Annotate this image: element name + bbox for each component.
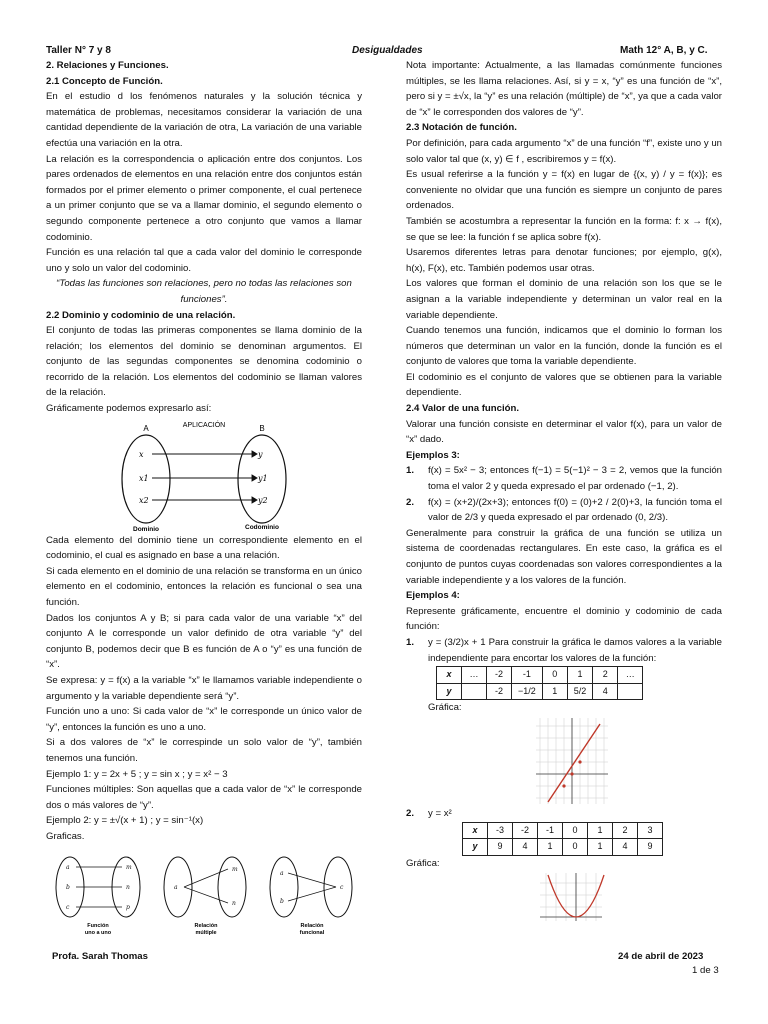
table-cell: -1 [512, 667, 543, 684]
mini-label: uno a uno [84, 929, 112, 936]
list-number: 2. [406, 496, 415, 508]
section-2-2-title: 2.2 Dominio y codominio de una relación. [46, 309, 236, 321]
table-row [437, 667, 643, 684]
mini-label: Función [87, 922, 109, 929]
table-cell: 4 [513, 839, 538, 856]
application-diagram [46, 417, 362, 533]
paragraph: También se acostumbra a representar la función en la forma: f: x → f(x), se que se lee: la función f se aplica sobre f(x). [406, 215, 722, 243]
mini-a-item: b [280, 897, 284, 905]
values-table-1 [436, 666, 643, 700]
table-cell: 4 [593, 683, 618, 700]
footer-date: 24 de abril de 2023 [618, 951, 704, 962]
paragraph: En el estudio d los fenómenos naturales y la solución técnica y matemática de problemas, necesitamos considerar la variación de una cantidad dependiente de la variación de otra, La variación de una variable efectúa una variación en la otra. [46, 91, 362, 149]
footer-page: 1 de 3 [692, 965, 719, 976]
table-cell: 2 [613, 822, 638, 839]
a-item: x1 [139, 473, 149, 483]
paragraph: Se expresa: y = f(x) a la variable “x” le llamamos variable independiente o argumento y la variable dependiente será “y”. [46, 675, 362, 702]
diagram-title: APLICACIÓN [182, 421, 226, 429]
paragraph: Función uno a uno: Si cada valor de “x” le corresponde un único valor de “y”, entonces la función es uno a uno. [46, 706, 362, 733]
table-cell: -2 [487, 667, 512, 684]
mini-b-item: n [232, 899, 236, 907]
parabola-graph [406, 871, 722, 923]
paragraph: Es usual referirse a la función y = f(x) en lugar de {(x, y) / y = f(x)}; es conveniente no olvidar que una función es siempre un conjunto de pares ordenados. [406, 169, 722, 212]
b-item: y1 [258, 473, 268, 483]
b-item: y [258, 449, 263, 459]
table-cell: 5/2 [567, 683, 593, 700]
grafica-label: Gráfica: [406, 857, 440, 869]
right-column [406, 58, 722, 923]
paragraph: Cuando tenemos una función, indicamos que el dominio lo forman los números que determinan un valor en la función, donde la función es el conjunto de valores que toma la variable dependiente. [406, 325, 722, 368]
table-cell: 0 [563, 822, 588, 839]
paragraph: Los valores que forman el dominio de una relación son los que se le asignan a la variable independiente y determinan un valor real en la variable dependiente. [406, 278, 722, 321]
paragraph: La relación es la correspondencia o aplicación entre dos conjuntos. Los pares ordenados de elementos en una relación entre dos conjuntos están formados por el primer elemento o primer componente, el cual pertenece a un primer conjunto que se va a llamar dominio, el segundo elemento o segundo componente pertenece a otro conjunto que vamos a llamar codominio. [46, 153, 362, 243]
paragraph: Gráficamente podemos expresarlo así: [46, 403, 212, 415]
table-cell: 4 [613, 839, 638, 856]
mini-label: Relación [194, 922, 218, 929]
section-2-3-title: 2.3 Notación de función. [406, 122, 517, 134]
table-cell: x [463, 822, 488, 839]
mini-a-item: a [280, 869, 284, 877]
table-cell: 2 [593, 667, 618, 684]
set-a-label: A [143, 423, 149, 433]
paragraph: Represente gráficamente, encuentre el dominio y codominio de cada función: [406, 605, 722, 633]
a-item: x2 [139, 495, 149, 505]
paragraph: Por definición, para cada argumento “x” de una función “f”, existe uno y un solo valor tal que (x, y) ∈ f , escribiremos y = f(x). [406, 137, 722, 165]
table-cell: 1 [567, 667, 593, 684]
mini-label: funcional [299, 929, 325, 936]
list-item [406, 635, 722, 666]
examples-3-title: Ejemplos 3: [406, 449, 460, 461]
list-item [406, 463, 722, 494]
table-cell: 1 [588, 839, 613, 856]
table-cell: 9 [638, 839, 663, 856]
list-number: 1. [406, 636, 415, 648]
mini-a-item: a [174, 883, 178, 891]
example-3-1: f(x) = 5x² − 3; entonces f(−1) = 5(−1)² − 3 = 2, vemos que la función toma el valor 2 y queda expresado el par ordenado (−1, 2). [428, 465, 722, 493]
paragraph: Si cada elemento en el dominio de una relación se transforma en un único elemento en el codominio, entonces la relación es funcional o sea una función. [46, 565, 362, 609]
table-cell: −1/2 [512, 683, 543, 700]
table-row [463, 822, 663, 839]
table-cell: -2 [487, 683, 512, 700]
list-number: 1. [406, 465, 415, 477]
example-1: Ejemplo 1: y = 2x + 5 ; y = sin x ; y = x² − 3 [46, 768, 228, 780]
table-cell: 1 [538, 839, 563, 856]
paragraph: Cada elemento del dominio tiene un correspondiente elemento en el codominio, el cual es asignado en base a una relación. [46, 534, 362, 562]
table-cell: 1 [542, 683, 567, 700]
mini-a-item: a [66, 863, 70, 871]
paragraph: Si a dos valores de “x” le correspinde un solo valor de “y”, también tenemos una función. [46, 737, 362, 764]
domain-label: Dominio [133, 525, 159, 533]
mini-b-item: c [340, 883, 344, 891]
table-cell [462, 683, 487, 700]
table-cell: -1 [538, 822, 563, 839]
table-cell: 3 [638, 822, 663, 839]
table-cell: -3 [488, 822, 513, 839]
section-2-4-title: 2.4 Valor de una función. [406, 403, 520, 415]
left-column [46, 58, 362, 941]
examples-4-title: Ejemplos 4: [406, 590, 460, 602]
paragraph: El codominio es el conjunto de valores que se obtienen para la variable dependiente. [406, 371, 722, 399]
table-cell: … [618, 667, 643, 684]
mini-label: múltiple [195, 929, 217, 936]
table-cell: 0 [542, 667, 567, 684]
paragraph: Usaremos diferentes letras para denotar funciones; por ejemplo, g(x), h(x), F(x), etc. También podemos usar otras. [406, 247, 722, 274]
mini-b-item: m [232, 865, 238, 873]
table-cell: … [462, 667, 487, 684]
mini-a-item: b [66, 883, 70, 891]
values-table-2 [462, 822, 663, 856]
table-cell: 0 [563, 839, 588, 856]
codomain-label: Codominio [245, 523, 279, 531]
table-cell: x [437, 667, 462, 684]
list-item [406, 806, 722, 822]
list-number: 2. [406, 807, 415, 819]
header-center: Desigualdades [352, 45, 423, 56]
graficas-label: Graficas. [46, 830, 85, 842]
example-4-2: y = x² [428, 807, 452, 819]
paragraph: Función es una relación tal que a cada valor del dominio le corresponde uno y solo un valor del codominio. [46, 247, 362, 274]
paragraph: Dados los conjuntos A y B; si para cada valor de una variable “x” del conjunto A le corresponde un valor definido de otra variable “y” del conjunto B, podemos decir que B es función de A o “y” es una función de “x”. [46, 612, 362, 671]
footer-author: Profa. Sarah Thomas [52, 951, 148, 962]
paragraph: Generalmente para construir la gráfica de una función se utiliza un sistema de coordenadas rectangulares. En este caso, la gráfica es el conjunto de puntos cuyas coordenadas son valores correspondientes a la variable independiente y a los valores de la función. [406, 527, 722, 586]
section-2-1-title: 2.1 Concepto de Función. [46, 75, 163, 87]
table-cell: -2 [513, 822, 538, 839]
mini-label: Relación [300, 922, 324, 929]
table-row [437, 683, 643, 700]
example-3-2: f(x) = (x+2)/(2x+3); entonces f(0) = (0)+2 / 2(0)+3, la función toma el valor de 2/3 y queda expresado el par ordenado (0, 2/3). [428, 496, 722, 524]
table-row [463, 839, 663, 856]
grafica-label: Gráfica: [428, 702, 462, 714]
example-4-1: y = (3/2)x + 1 Para construir la gráfica le damos valores a la variable independiente para encortar los valores de la función: [428, 636, 722, 664]
mini-a-item: c [66, 903, 70, 911]
example-2: Ejemplo 2: y = ±√(x + 1) ; y = sin⁻¹(x) [46, 815, 204, 827]
header-left: Taller N° 7 y 8 [46, 45, 111, 56]
mini-b-item: p [126, 903, 130, 911]
quote: “Todas las funciones son relaciones, pero no todas las relaciones son funciones”. [56, 278, 352, 305]
relation-diagrams [46, 845, 362, 941]
set-b-label: B [259, 423, 265, 433]
list-item [406, 495, 722, 526]
paragraph: Valorar una función consiste en determinar el valor f(x), para un valor de “x” dado. [406, 418, 722, 446]
table-cell: 9 [488, 839, 513, 856]
table-cell: y [463, 839, 488, 856]
mini-b-item: m [126, 863, 132, 871]
table-cell: 1 [588, 822, 613, 839]
paragraph: El conjunto de todas las primeras componentes se llama dominio de la relación; los elementos del dominio se denominan argumentos. El conjunto de las segundas componentes se denomina codominio o recorrido de la relación. Los elementos del codominio se llaman valores de la relación. [46, 325, 362, 399]
paragraph: Funciones múltiples: Son aquellas que a cada valor de “x” le corresponde dos o más valores de “y”. [46, 784, 362, 811]
b-item: y2 [258, 495, 268, 505]
section-2-title: 2. Relaciones y Funciones. [46, 60, 169, 71]
linear-graph [406, 716, 722, 806]
table-cell: y [437, 683, 462, 700]
mini-b-item: n [126, 883, 130, 891]
header-right: Math 12° A, B, y C. [620, 45, 708, 56]
paragraph: Nota importante: Actualmente, a las llamadas comúnmente funciones múltiples, se les llama relaciones. Así, si y = x, “y” es una función de “x”, pero si y = ±√x, la “y” es una relación (múltiple) de “x”, ya que a cada valor de “x” le corresponden dos valores de “y”. [406, 60, 722, 118]
table-cell [618, 683, 643, 700]
a-item: x [139, 449, 144, 459]
